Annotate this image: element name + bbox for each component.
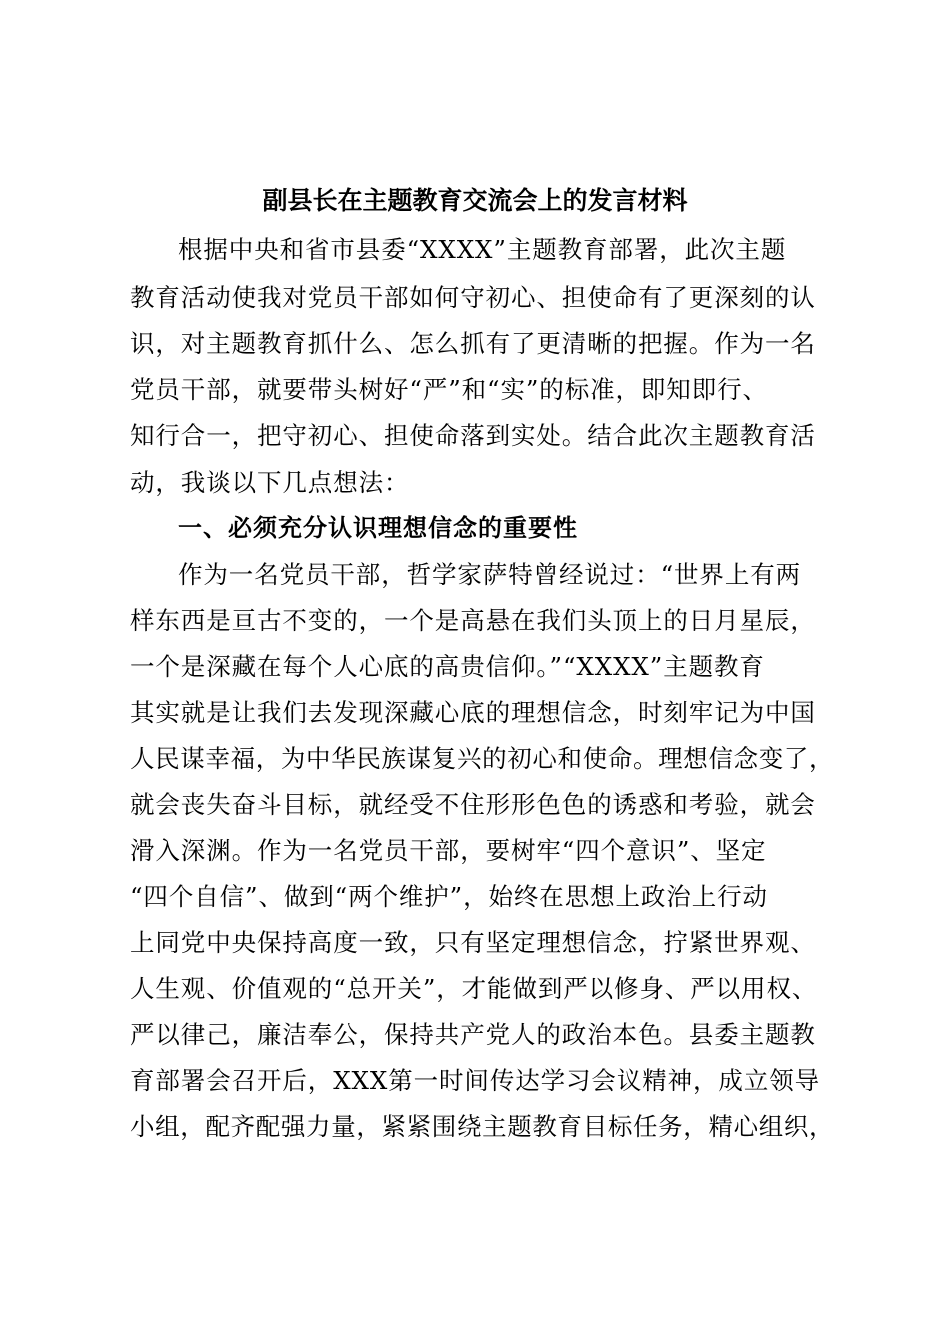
paragraph-1-line-5: 知行合一，把守初心、担使命落到实处。结合此次主题教育活	[130, 421, 816, 450]
paragraph-2-line-13: 小组，配齐配强力量，紧紧围绕主题教育目标任务，精心组织，	[130, 1112, 835, 1141]
paragraph-1-line-1: 根据中央和省市县委“XXXX”主题教育部署，此次主题	[178, 235, 787, 264]
document-title: 副县长在主题教育交流会上的发言材料	[262, 186, 688, 215]
paragraph-2-line-2: 样东西是亘古不变的，一个是高悬在我们头顶上的日月星辰，	[130, 606, 816, 635]
paragraph-2-line-6: 就会丧失奋斗目标，就经受不住形形色色的诱惑和考验，就会	[130, 790, 816, 819]
paragraph-2-line-5: 人民谋幸福，为中华民族谋复兴的初心和使命。理想信念变了，	[130, 744, 835, 773]
paragraph-2-line-12: 育部署会召开后，XXX第一时间传达学习会议精神，成立领导	[130, 1066, 821, 1095]
paragraph-2-line-10: 人生观、价值观的“总开关”，才能做到严以修身、严以用权、	[130, 974, 818, 1003]
paragraph-2-line-3: 一个是深藏在每个人心底的高贵信仰。”“XXXX”主题教育	[130, 652, 765, 681]
paragraph-2-line-11: 严以律己，廉洁奉公，保持共产党人的政治本色。县委主题教	[130, 1020, 816, 1049]
paragraph-1-line-4: 党员干部，就要带头树好“严”和“实”的标准，即知即行、	[130, 375, 768, 404]
paragraph-2-line-9: 上同党中央保持高度一致，只有坚定理想信念，拧紧世界观、	[130, 928, 816, 957]
paragraph-2-line-1: 作为一名党员干部，哲学家萨特曾经说过：“世界上有两	[178, 560, 802, 589]
paragraph-2-line-7: 滑入深渊。作为一名党员干部，要树牢“四个意识”、坚定	[130, 836, 767, 865]
paragraph-1-line-3: 识，对主题教育抓什么、怎么抓有了更清晰的把握。作为一名	[130, 329, 816, 358]
section-heading-1: 一、必须充分认识理想信念的重要性	[178, 514, 578, 542]
paragraph-2-line-8: “四个自信”、做到“两个维护”，始终在思想上政治上行动	[130, 882, 768, 911]
paragraph-1-line-6: 动，我谈以下几点想法：	[130, 468, 410, 497]
paragraph-1-line-2: 教育活动使我对党员干部如何守初心、担使命有了更深刻的认	[130, 283, 816, 312]
paragraph-2-line-4: 其实就是让我们去发现深藏心底的理想信念，时刻牢记为中国	[130, 698, 816, 727]
